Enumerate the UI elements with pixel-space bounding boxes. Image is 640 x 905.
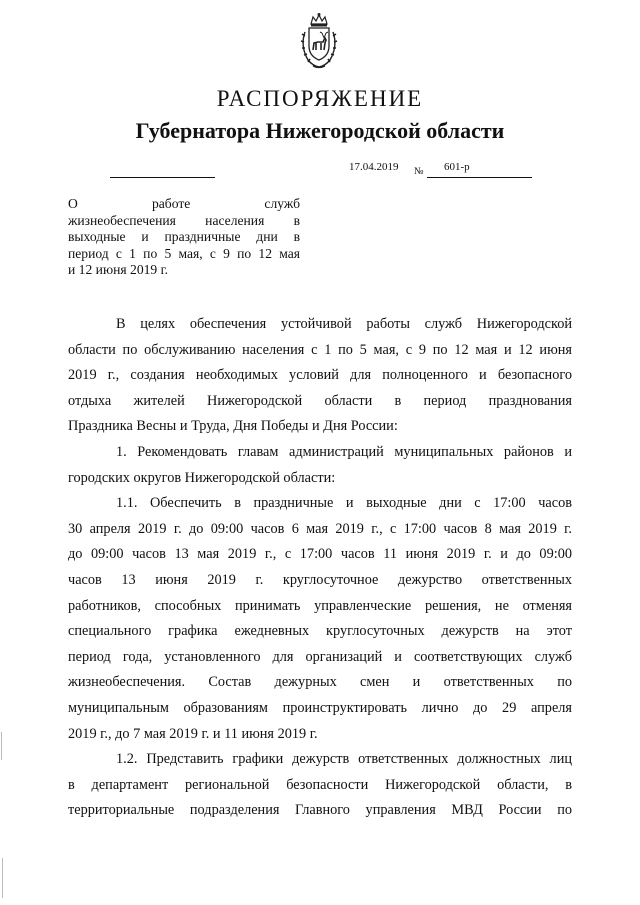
body-line: 1.2. Представить графики дежурств ответственных должностных лиц [116, 751, 572, 768]
body-line: отдыха жителей Нижегородской области в период празднования [68, 392, 572, 409]
subject-line: выходные и праздничные дни в [68, 229, 300, 244]
body-line: период года, установленного для организаций и соответствующих служб [68, 648, 572, 665]
body-line: территориальные подразделения Главного управления МВД России по [68, 802, 572, 819]
body-line: Праздника Весны и Труда, Дня Победы и Дня России: [68, 418, 398, 435]
body-line: муниципальным образованиям проинструктировать лично до 29 апреля [68, 699, 572, 716]
body-line: 1.1. Обеспечить в праздничные и выходные дни с 17:00 часов [116, 495, 572, 512]
body-line: работников, способных принимать управленческие решения, не отменяя [68, 597, 572, 614]
body-line: В целях обеспечения устойчивой работы служб Нижегородской [116, 316, 572, 332]
subject-line: жизнеобеспечения населения в [68, 212, 300, 228]
scan-margin-mark [2, 858, 3, 898]
document-subject [68, 196, 300, 279]
subject-line: О работе служб [68, 196, 300, 211]
scan-margin-mark [1, 732, 2, 760]
body-line: городских округов Нижегородской области: [68, 469, 336, 486]
body-line: жизнеобеспечения. Состав дежурных смен и ответственных по [68, 674, 572, 691]
body-line: в департамент региональной безопасности Нижегородской области, в [68, 776, 572, 793]
subject-line: и 12 июня 2019 г. [68, 262, 169, 277]
body-line: до 09:00 часов 13 мая 2019 г., с 17:00 часов 11 июня 2019 г. и до 09:00 [68, 546, 572, 563]
document-date: 17.04.2019 [349, 161, 399, 173]
blank-line [110, 177, 215, 178]
body-line: 1. Рекомендовать главам администраций муниципальных районов и [116, 443, 572, 460]
document-type-heading: РАСПОРЯЖЕНИЕ [216, 86, 424, 111]
body-line: 2019 г., создания необходимых условий для полноценного и безопасного [68, 367, 572, 384]
subject-line: период с 1 по 5 мая, с 9 по 12 мая [68, 245, 300, 261]
body-line: области по обслуживанию населения с 1 по 5 мая, с 9 по 12 мая и 12 июня [68, 341, 572, 358]
body-line: специального графика ежедневных круглосуточных дежурств на этот [68, 623, 572, 640]
number-sign: № [414, 166, 424, 177]
document-issuer-heading: Губернатора Нижегородской области [135, 118, 505, 143]
body-line: 30 апреля 2019 г. до 09:00 часов 6 мая 2019 г., с 17:00 часов 8 мая 2019 г. [68, 520, 572, 537]
coat-of-arms-icon [296, 12, 342, 70]
document-body [68, 312, 572, 824]
body-line: 2019 г., до 7 мая 2019 г. и 11 июня 2019 г. [68, 725, 318, 742]
body-line: часов 13 июня 2019 г. круглосуточное дежурство ответственных [68, 571, 572, 588]
document-number: 601-р [444, 161, 470, 173]
number-underline [427, 177, 532, 178]
